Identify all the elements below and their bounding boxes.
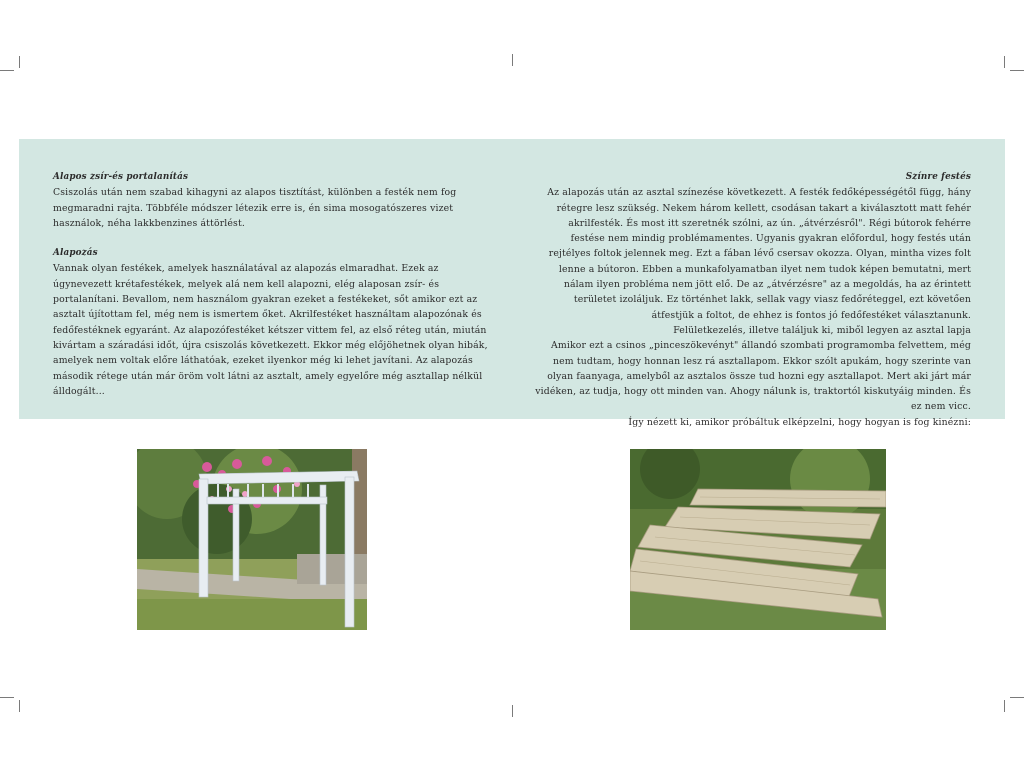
crop-mark [512, 54, 513, 66]
crop-mark [19, 56, 20, 68]
wood-planks-photo [630, 449, 886, 630]
section-subheading: Felületkezelés, illetve találjuk ki, miből legyen az asztal lapja [673, 324, 971, 336]
crop-mark [1004, 56, 1005, 68]
crop-mark [0, 70, 14, 71]
crop-mark [512, 705, 513, 717]
section-paragraph: Vannak olyan festékek, amelyek használatával az alapozás elmaradhat. Ezek az úgynevezett krétafestékek, melyek alá nem kell alapozni, elég alaposan zsír- és portalanítani. Bevallom, nem használom gyakran ezeket a festékeket, sőt amikor ezt az asztalt újítottam fel, még nem is ismertem őket. Akrilfestéket használtam alapozónak és fedőfestéknek egyaránt. Az alapozófestéket kétszer vittem fel, az első réteg után, miután kivártam a száradási időt, újra csiszolás következett. Ekkor még előjöhetnek olyan hibák, amelyek nem voltak előre láthatóak, ezeket ilyenkor még ki lehet javítani. Az alapozás második rétege után már öröm volt látni az asztalt, amely egyelőre még asztallap nélkül álldogált... [53, 263, 488, 397]
section-paragraph: Az alapozás után az asztal színezése következett. A festék fedőképességétől függ, hány rétegre lesz szükség. Nekem három kellett, csodásan takart a kiválasztott matt fehér akrilfesték. És most itt szeretnék szólni, az ún. „átvérzésről". Régi bútorok fehérre festése nem mindig problémamentes. Ugyanis gyakran előfordul, hogy festés után rejtélyes foltok jelennek meg. Ezt a fában lévő csersav okozza. Olyan, mintha vizes folt lenne a bútoron. Ebben a munkafolyamatban ilyet nem tudok képen bemutatni, mert nálam ilyen probléma nem jött elő. De az „átvérzésre" az a megoldás, ha az érintett területet izoláljuk. Ez történhet lakk, sellak vagy viasz fedőréteggel, ezt követően átfestjük a foltot, de ehhez is fontos jó fedőfestéket választanunk. [547, 187, 971, 321]
crop-mark [1010, 70, 1024, 71]
section-heading: Színre festés [905, 172, 971, 182]
crop-mark [1004, 700, 1005, 712]
section-heading: Alapozás [53, 248, 98, 259]
section-paragraph: Csiszolás után nem szabad kihagyni az alapos tisztítást, különben a festék nem fog megmaradni rajta. Többféle módszer létezik erre is, én sima mosogatószeres vizet használok, néha lakkbenzines áttörlést. [53, 187, 457, 229]
table-frame-photo [137, 449, 367, 630]
section-paragraph: Amikor ezt a csinos „pinceszökevényt" állandó szombati programomba felvettem, még nem tudtam, hogy honnan lesz rá asztallapom. Ekkor szólt apukám, hogy szerinte van olyan faanyaga, amelyből az asztalos össze tud hozni egy asztallapot. Mert aki járt már vidéken, az tudja, hogy ott minden van. Ahogy nálunk is, traktortól kiskutyáig minden. És ez nem vicc. [535, 340, 971, 413]
section-paragraph: Így nézett ki, amikor próbáltuk elképzelni, hogy hogyan is fog kinézni: [628, 416, 971, 428]
right-text-column [533, 170, 971, 430]
crop-mark [19, 700, 20, 712]
section-heading: Alapos zsír-és portalanítás [53, 172, 189, 182]
crop-mark [0, 697, 14, 698]
crop-mark [1010, 697, 1024, 698]
left-text-column [53, 170, 491, 399]
